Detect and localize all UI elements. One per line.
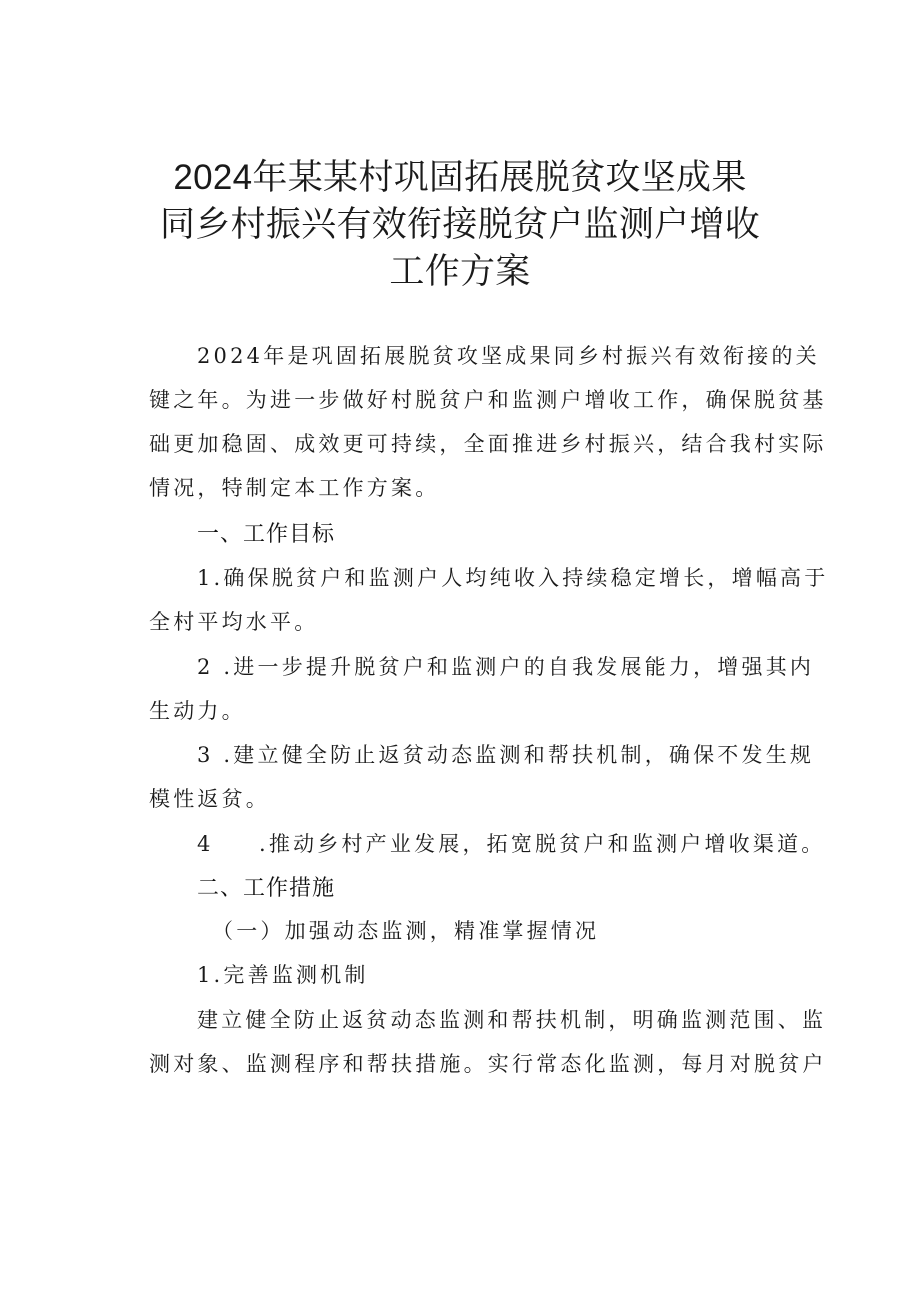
intro-line-2: 键之年。为进一步做好村脱贫户和监测户增收工作，确保脱贫基 xyxy=(149,388,827,412)
document-title-line-3: 工作方案 xyxy=(389,252,531,291)
intro-line-3: 础更加稳固、成效更可持续，全面推进乡村振兴，结合我村实际 xyxy=(149,432,827,456)
subsection-heading-1: （一）加强动态监测，精准掌握情况 xyxy=(212,919,600,943)
goal-1-line-2: 全村平均水平。 xyxy=(149,610,319,634)
intro-line-1: 2024年是巩固拓展脱贫攻坚成果同乡村振兴有效衔接的关 xyxy=(197,344,820,368)
goal-1-line-1: 1.确保脱贫户和监测户人均纯收入持续稳定增长，增幅高于 xyxy=(197,566,829,590)
goal-4-number: 4 xyxy=(197,832,214,856)
section-heading-measures: 二、工作措施 xyxy=(197,876,336,901)
goal-4-line xyxy=(197,829,825,859)
goal-2-line-1: 2 .进一步提升脱贫户和监测户的自我发展能力，增强其内 xyxy=(197,655,815,679)
measure-para-line-2: 测对象、监测程序和帮扶措施。实行常态化监测，每月对脱贫户 xyxy=(149,1052,827,1076)
section-heading-goals: 一、工作目标 xyxy=(197,522,336,547)
goal-4-text: .推动乡村产业发展，拓宽脱贫户和监测户增收渠道。 xyxy=(259,832,826,856)
goal-3-line-1: 3 .建立健全防止返贫动态监测和帮扶机制，确保不发生规 xyxy=(197,743,815,767)
document-title-line-1: 2024年某某村巩固拓展脱贫攻坚成果 xyxy=(173,158,747,197)
item-heading-1: 1.完善监测机制 xyxy=(197,963,369,987)
measure-para-line-1: 建立健全防止返贫动态监测和帮扶机制，明确监测范围、监 xyxy=(197,1008,827,1032)
goal-2-line-2: 生动力。 xyxy=(149,699,246,723)
document-title-line-2: 同乡村振兴有效衔接脱贫户监测户增收 xyxy=(159,205,761,244)
goal-3-line-2: 模性返贫。 xyxy=(149,787,270,811)
intro-line-4: 情况，特制定本工作方案。 xyxy=(149,476,440,500)
